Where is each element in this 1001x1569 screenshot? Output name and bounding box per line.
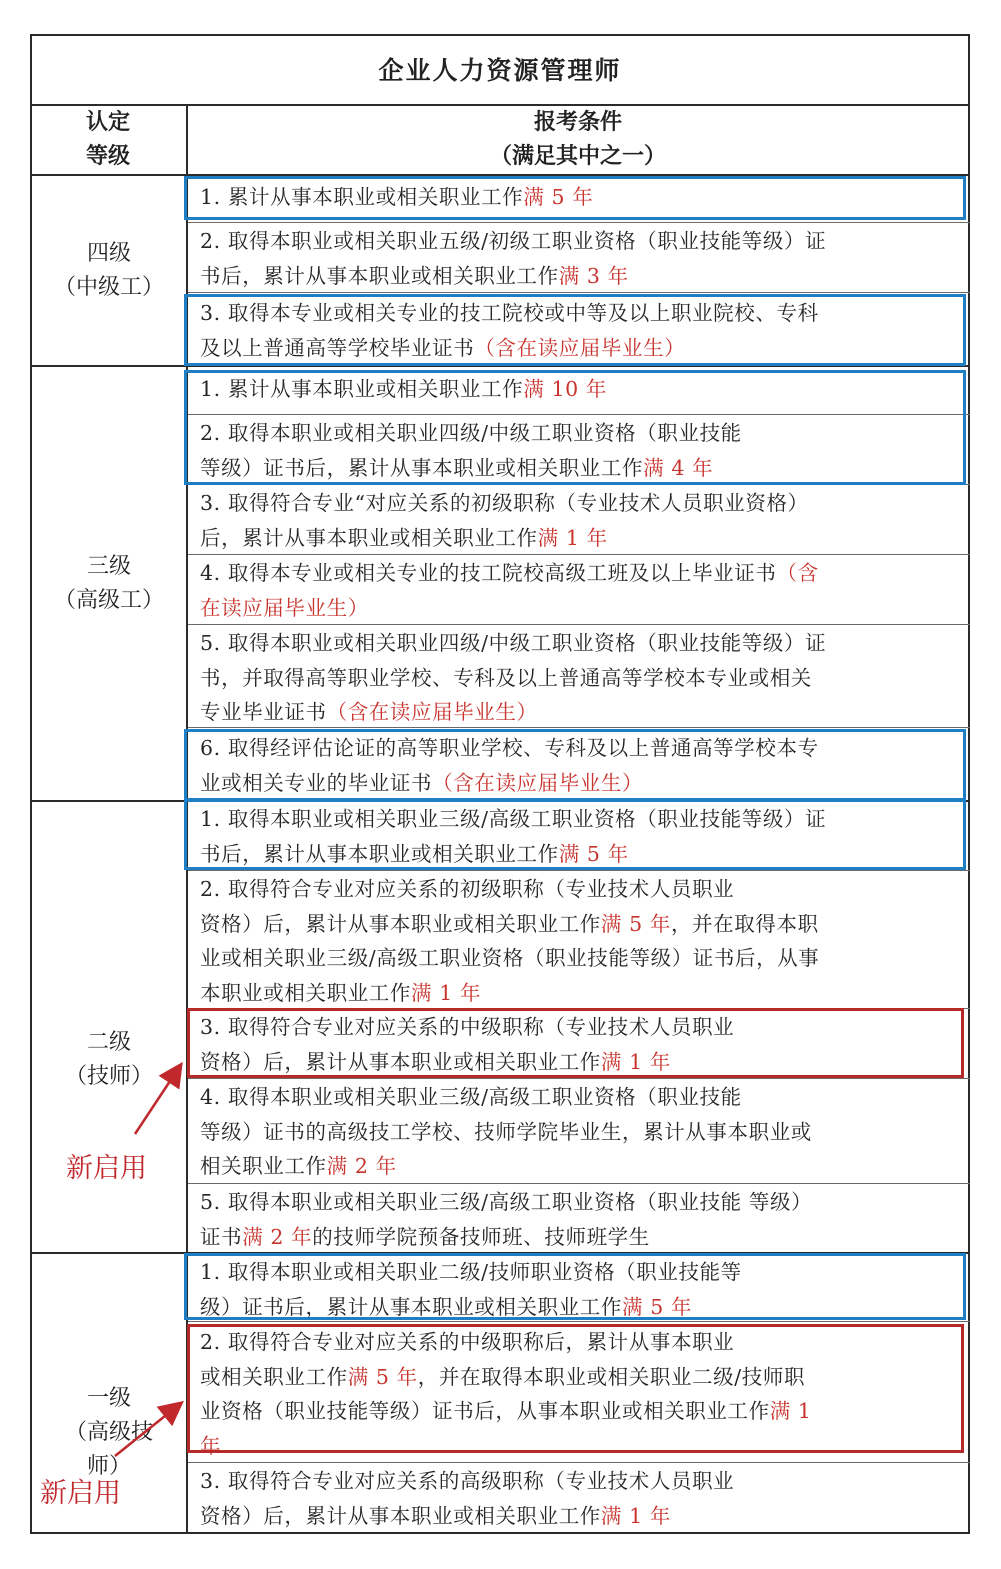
condition-text: 2. 取得本职业或相关职业五级/初级工职业资格（职业技能等级）证 xyxy=(200,229,827,253)
condition-text: ，并在取得本职业或相关职业二级/技师职 xyxy=(417,1364,806,1389)
condition-text: 4. 取得本职业或相关职业三级/高级工职业资格（职业技能 xyxy=(200,1085,742,1109)
condition-text: 3. 取得符合专业对应关系的中级职称（专业技术人员职业 xyxy=(200,1015,735,1039)
condition-text: 1. 取得本职业或相关职业二级/技师职业资格（职业技能等 xyxy=(200,1260,742,1284)
condition-text: 资格）后，累计从事本职业或相关职业工作 xyxy=(200,1049,601,1074)
conditions-header-title: 报考条件 xyxy=(533,109,622,135)
table-title: 企业人力资源管理师 xyxy=(378,56,622,85)
level-title: （高级工） xyxy=(53,587,164,613)
level-name: 一级 xyxy=(86,1386,131,1411)
annotation-arrows xyxy=(30,34,970,1534)
condition-text: 书后，累计从事本职业或相关职业工作 xyxy=(200,263,559,288)
condition-text: 2. 取得本职业或相关职业四级/中级工职业资格（职业技能 xyxy=(200,421,742,445)
highlighted-text: 满 2 年 xyxy=(242,1224,313,1249)
condition-text: 3. 取得符合专业“对应关系的初级职称（专业技术人员职业资格） xyxy=(200,491,809,515)
condition-text: 业或相关专业的毕业证书 xyxy=(200,770,433,795)
condition-text: 后，累计从事本职业或相关职业工作 xyxy=(200,525,538,550)
level-title: 师） xyxy=(86,1454,131,1479)
highlighted-text: （含 xyxy=(776,561,819,585)
highlighted-text: 年 xyxy=(200,1433,222,1458)
condition-text: 或相关职业工作 xyxy=(200,1364,348,1389)
highlighted-text: （含在读应届毕业生） xyxy=(326,700,538,724)
condition-text: 及以上普通高等学校毕业证书 xyxy=(200,335,475,360)
arrow-to-level-1-row-2 xyxy=(115,1404,180,1456)
highlighted-text: 满 5 年 xyxy=(600,911,671,936)
highlighted-text: 满 1 xyxy=(769,1399,812,1423)
highlighted-text: 满 5 年 xyxy=(622,1294,693,1319)
condition-text: 5. 取得本职业或相关职业三级/高级工职业资格（职业技能 等级） xyxy=(200,1190,813,1214)
condition-text: 业或相关职业三级/高级工职业资格（职业技能等级）证书后，从事 xyxy=(200,946,820,970)
level-name: 三级 xyxy=(86,553,131,579)
new-enabled-note-level-1: 新启用 xyxy=(40,1478,121,1509)
condition-text: 2. 取得符合专业对应关系的中级职称后，累计从事本职业 xyxy=(200,1330,735,1354)
condition-text: 1. 累计从事本职业或相关职业工作 xyxy=(200,377,524,401)
condition-text: 资格）后，累计从事本职业或相关职业工作 xyxy=(200,1503,601,1528)
arrow-to-level-2-row-3 xyxy=(135,1066,180,1134)
highlighted-text: 满 5 年 xyxy=(347,1364,418,1389)
level-title: （中级工） xyxy=(53,274,164,300)
condition-text: 的技师学院预备技师班、技师班学生 xyxy=(312,1224,650,1249)
highlighted-text: 满 2 年 xyxy=(326,1154,397,1178)
condition-text: 本职业或相关职业工作 xyxy=(200,980,411,1005)
level-header-line: 等级 xyxy=(85,143,130,169)
condition-text: ，并在取得本职 xyxy=(670,911,819,936)
level-header-line: 认定 xyxy=(85,109,130,135)
condition-text: 1. 取得本职业或相关职业三级/高级工职业资格（职业技能等级）证 xyxy=(200,807,827,831)
highlighted-text: 满 1 年 xyxy=(411,980,482,1005)
highlighted-text: （含在读应届毕业生） xyxy=(474,335,686,360)
condition-text: 1. 累计从事本职业或相关职业工作 xyxy=(200,185,524,209)
condition-text: 级）证书后，累计从事本职业或相关职业工作 xyxy=(200,1294,622,1319)
level-name: 二级 xyxy=(86,1030,131,1055)
condition-text: 2. 取得符合专业对应关系的初级职称（专业技术人员职业 xyxy=(200,877,735,901)
condition-text: 3. 取得符合专业对应关系的高级职称（专业技术人员职业 xyxy=(200,1469,735,1493)
level-title: （高级技 xyxy=(64,1420,153,1445)
highlighted-text: 满 5 年 xyxy=(558,841,629,866)
highlighted-text: 满 3 年 xyxy=(558,263,629,288)
highlighted-text: 在读应届毕业生） xyxy=(200,595,369,620)
highlighted-text: 满 1 年 xyxy=(600,1503,671,1528)
condition-text: 3. 取得本专业或相关专业的技工院校或中等及以上职业院校、专科 xyxy=(200,301,819,325)
highlighted-text: 满 4 年 xyxy=(643,455,714,480)
condition-text: 4. 取得本专业或相关专业的技工院校高级工班及以上毕业证书 xyxy=(200,561,777,585)
new-enabled-note-level-2: 新启用 xyxy=(66,1153,147,1184)
qualification-table xyxy=(30,34,970,1534)
condition-text: 相关职业工作 xyxy=(200,1154,327,1178)
highlighted-text: （含在读应届毕业生） xyxy=(432,770,644,795)
level-title: （技师） xyxy=(64,1064,153,1089)
condition-text: 6. 取得经评估论证的高等职业学校、专科及以上普通高等学校本专 xyxy=(200,736,819,760)
highlighted-text: 满 1 年 xyxy=(537,525,608,550)
condition-text: 书，并取得高等职业学校、专科及以上普通高等学校本专业或相关 xyxy=(200,665,812,690)
highlighted-text: 满 10 年 xyxy=(523,377,607,401)
condition-text: 等级）证书后，累计从事本职业或相关职业工作 xyxy=(200,455,644,480)
highlighted-text: 满 5 年 xyxy=(523,185,594,209)
condition-text: 专业毕业证书 xyxy=(200,700,327,724)
highlighted-text: 满 1 年 xyxy=(600,1049,671,1074)
condition-text: 资格）后，累计从事本职业或相关职业工作 xyxy=(200,911,601,936)
condition-text: 书后，累计从事本职业或相关职业工作 xyxy=(200,841,559,866)
condition-text: 证书 xyxy=(200,1224,243,1249)
level-name: 四级 xyxy=(86,240,131,266)
condition-text: 5. 取得本职业或相关职业四级/中级工职业资格（职业技能等级）证 xyxy=(200,631,827,655)
condition-text: 等级）证书的高级技工学校、技师学院毕业生，累计从事本职业或 xyxy=(200,1119,812,1144)
conditions-header-subtitle: （满足其中之一） xyxy=(489,143,666,169)
condition-text: 业资格（职业技能等级）证书后，从事本职业或相关职业工作 xyxy=(200,1399,770,1423)
